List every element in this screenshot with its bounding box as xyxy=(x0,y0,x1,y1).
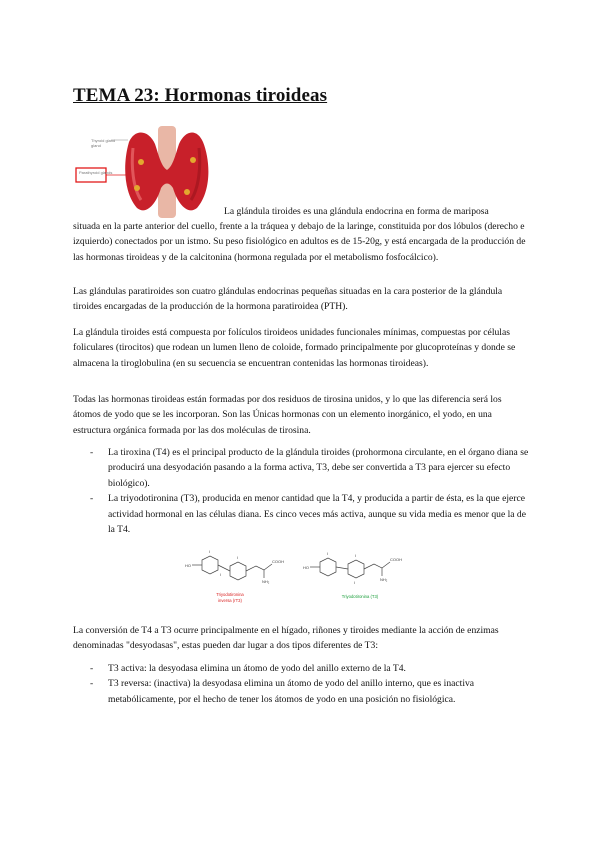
svg-text:gland: gland xyxy=(91,143,101,148)
svg-text:I: I xyxy=(237,555,239,560)
svg-text:COOH: COOH xyxy=(272,559,284,564)
paragraph-foliculos: La glándula tiroides está compuesta por folículos tiroideos unidades funcionales mínimas, compuestas por células foliculares (tirocitos) que rodean un lumen lleno de coloide, formado principalmente por glucoproteínas y donde se almacena la tiroglobulina (en su secuencia se encuentran contenidas las hormonas tiroideas). xyxy=(73,327,516,369)
t3-types-list xyxy=(73,661,531,707)
t3-structure xyxy=(310,558,390,578)
list-item: - T3 activa: la desyodasa elimina un átomo de yodo del anillo externo de la T4. xyxy=(90,663,406,674)
svg-text:HO: HO xyxy=(303,565,309,570)
rt3-structure xyxy=(192,556,272,580)
intro-first-line: La glándula tiroides es una glándula endocrina en forma de mariposa xyxy=(224,206,489,217)
paragraph-hormonas: Todas las hormonas tiroideas están formadas por dos residuos de tirosina unidos, y lo que las diferencia será los átomos de yodo que se les incorporan. Son las Únicas hormonas con un elemento inorgánico, el yodo, en una estructura orgánica formada por las dos moléculas de tirosina. xyxy=(73,394,502,436)
figure-label-thyroid: Thyroid gland xyxy=(91,138,116,143)
intro-paragraph: situada en la parte anterior del cuello, frente a la tráquea y debajo de la laringe, constituida por dos lóbulos (derecho e izquierdo) conectados por un istmo. Su peso fisiológico en adultos es de 15-20g, y está encargada de la producción de las hormonas tiroideas y de la calcitonina (hormona regulada por el metabolismo fosfocálcico). xyxy=(73,221,526,263)
list-item: - La triyodotironina (T3), producida en menor cantidad que la T4, y producida a partir de ésta, es la que ejerce actividad hormonal en las células diana. Es cinco veces más activa, aunque su vida media es menor que la de la T4. xyxy=(90,493,526,536)
svg-text:NH₂: NH₂ xyxy=(262,579,270,584)
page-title: TEMA 23: Hormonas tiroideas xyxy=(73,85,328,106)
hormone-list xyxy=(73,445,531,537)
svg-text:COOH: COOH xyxy=(390,557,402,562)
thyroid-illustration xyxy=(73,122,223,220)
list-item: - T3 reversa: (inactiva) la desyodasa elimina un átomo de yodo del anillo interno, que es inactiva metabólicamente, por el hecho de tener los átomos de yodo en una posición no fisiológica. xyxy=(90,678,475,705)
svg-text:I: I xyxy=(355,553,357,558)
svg-text:NH₂: NH₂ xyxy=(380,577,388,582)
paragraph-conversion: La conversión de T4 a T3 ocurre principalmente en el hígado, riñones y tiroides mediante la acción de enzimas denominadas "desyodasas", estas pueden dar lugar a dos tipos diferentes de T3: xyxy=(73,625,499,652)
svg-text:I: I xyxy=(327,551,329,556)
paragraph-paratiroides: Las glándulas paratiroides son cuatro glándulas endocrinas pequeñas situadas en la cara posterior de la glándula tiroides encargadas de la producción de la hormona paratiroidea (PTH). xyxy=(73,286,503,313)
list-item: - La tiroxina (T4) es el principal producto de la glándula tiroides (prohormona circulante, en el órgano diana se producirá una desyodación pasando a la forma activa, T3, debe ser convertida a T3 para ejercer su efecto biológico). xyxy=(90,447,529,489)
svg-text:HO: HO xyxy=(185,563,191,568)
t3-label: Triyodotironina (T3) xyxy=(341,594,379,599)
figure-label-parathyroid: Parathyroid glands xyxy=(79,170,113,175)
svg-text:I: I xyxy=(354,580,356,585)
chemical-structures xyxy=(180,544,430,610)
svg-text:I: I xyxy=(209,549,211,554)
svg-text:I: I xyxy=(220,572,222,577)
rt3-label-2: inversa (rT3) xyxy=(218,598,242,603)
rt3-label: Triyodotironina xyxy=(216,592,244,597)
